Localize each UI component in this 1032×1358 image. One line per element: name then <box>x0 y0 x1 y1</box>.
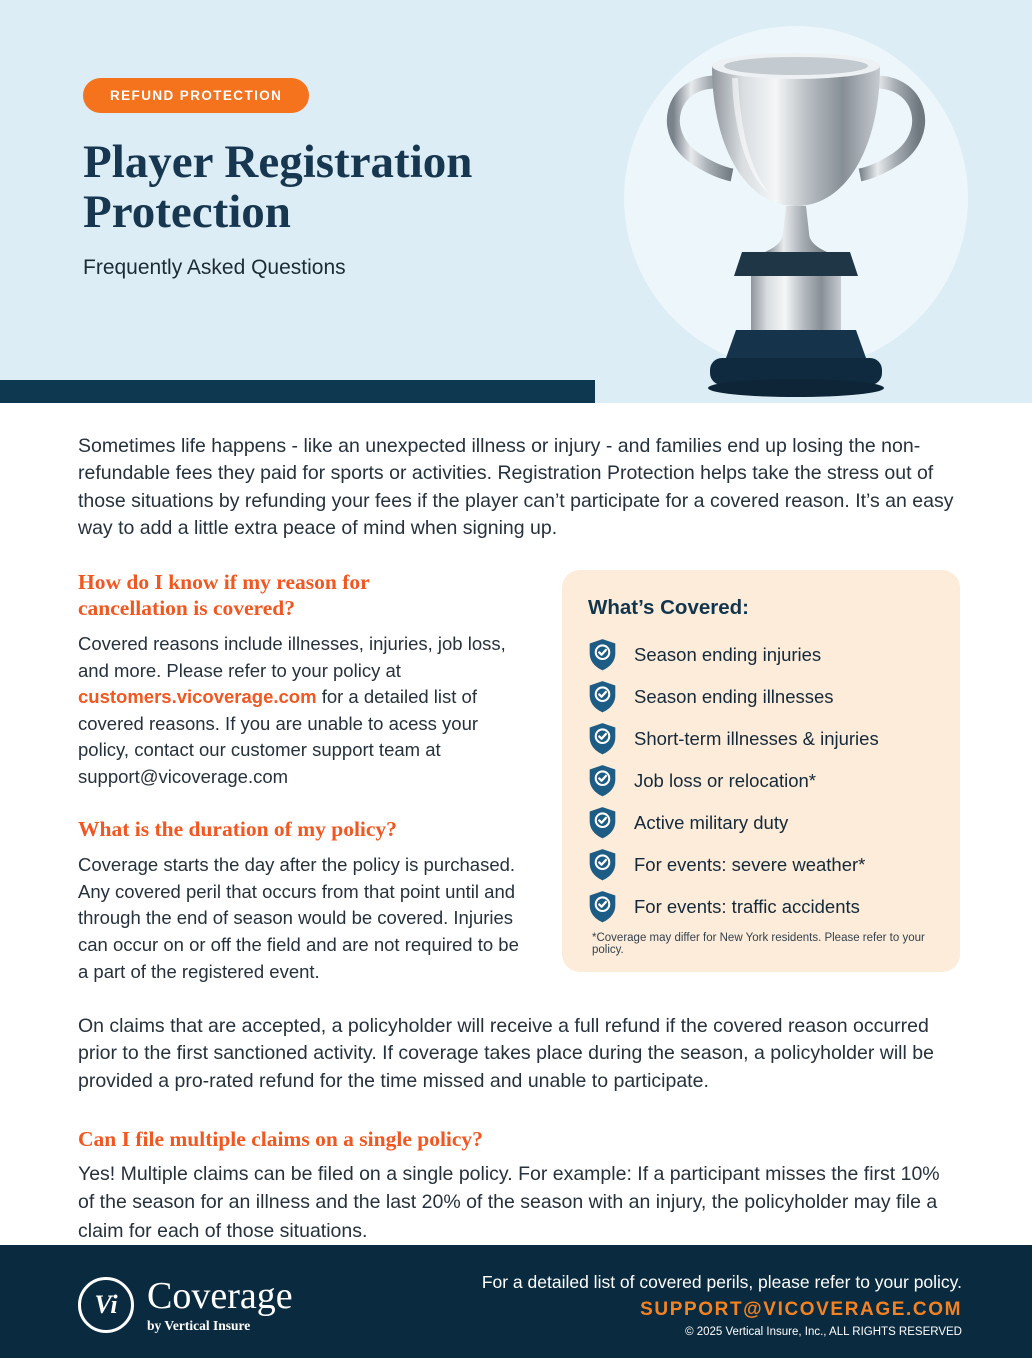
faq1-answer <box>78 631 530 791</box>
covered-item-label: Season ending illnesses <box>634 685 834 707</box>
page-title-line1: Player Registration <box>83 136 473 188</box>
whats-covered-title: What’s Covered: <box>588 596 749 620</box>
whats-covered-panel <box>562 570 960 972</box>
faq1-question: How do I know if my reason for cancellation is covered? <box>78 570 370 620</box>
faq3-section <box>78 1127 960 1245</box>
shield-check-icon <box>588 722 617 755</box>
shield-check-icon <box>588 848 617 881</box>
shield-check-icon <box>588 890 617 923</box>
shield-check-icon <box>588 764 617 797</box>
refund-protection-badge: REFUND PROTECTION <box>83 78 309 113</box>
customers-portal-link[interactable]: customers.vicoverage.com <box>78 686 317 708</box>
footer-copyright: © 2025 Vertical Insure, Inc., ALL RIGHTS RESERVED <box>685 1326 962 1339</box>
covered-item-label: Season ending injuries <box>634 643 822 665</box>
footer-policy-note: For a detailed list of covered perils, please refer to your policy. <box>481 1272 962 1293</box>
page-subtitle: Frequently Asked Questions <box>83 255 346 279</box>
covered-item-label: For events: severe weather* <box>634 853 866 875</box>
covered-item <box>588 806 932 839</box>
faq1-answer-post: for a detailed list of covered reasons. If you are unable to acess your policy, contact our customer support team at support@vicoverage.com <box>78 686 479 788</box>
faq3-answer: Yes! Multiple claims can be filed on a single policy. For example: If a participant misses the first 10% of the season for an illness and the last 20% of the season with an injury, the policyholder may file a claim for each of those situations. <box>78 1163 940 1242</box>
support-email-link[interactable]: SUPPORT@VICOVERAGE.COM <box>640 1299 962 1321</box>
shield-check-icon <box>588 638 617 671</box>
logo-name: Coverage <box>147 1274 293 1317</box>
faq2-answer: Coverage starts the day after the policy is purchased. Any covered peril that occurs from that point until and through the end of season would be covered. Injuries can occur on or off the field and are not required to be a part of the registered event. <box>78 854 519 982</box>
footer <box>0 1245 1032 1358</box>
covered-item-label: Active military duty <box>634 811 789 833</box>
faq3-question: Can I file multiple claims on a single policy? <box>78 1127 483 1152</box>
faq2-question: What is the duration of my policy? <box>78 816 397 841</box>
covered-item-label: Job loss or relocation* <box>634 769 817 791</box>
covered-item <box>588 680 932 713</box>
page-title-line2: Protection <box>83 186 291 239</box>
faq-column <box>78 570 530 985</box>
vi-coverage-logo <box>78 1274 293 1334</box>
covered-item <box>588 764 932 797</box>
shield-check-icon <box>588 806 617 839</box>
covered-item-label: For events: traffic accidents <box>634 895 860 917</box>
header <box>0 0 1032 403</box>
covered-item <box>588 722 932 755</box>
covered-item <box>588 890 932 923</box>
page-title <box>83 137 1032 238</box>
claims-paragraph: On claims that are accepted, a policyholder will receive a full refund if the covered reason occurred prior to the first sanctioned activity. If coverage takes place during the season, a policyholder will be provided a pro-rated refund for the time missed and unable to participate. <box>78 1015 934 1092</box>
main-content <box>0 403 1032 1245</box>
covered-item <box>588 848 932 881</box>
header-divider-bar <box>0 380 595 403</box>
vi-logo-mark: Vi <box>78 1277 134 1333</box>
logo-tagline: by Vertical Insure <box>147 1317 251 1333</box>
covered-item-label: Short-term illnesses & injuries <box>634 727 879 749</box>
shield-check-icon <box>588 680 617 713</box>
intro-paragraph: Sometimes life happens - like an unexpected illness or injury - and families end up losing the non-refundable fees they paid for sports or activities. Registration Protection helps take the stress out of those situations by refunding your fees if the player can’t participate for a covered reason. It’s an easy way to add a little extra peace of mind when signing up. <box>78 435 954 539</box>
faq1-answer-pre: Covered reasons include illnesses, injuries, job loss, and more. Please refer to your policy at <box>78 632 506 681</box>
covered-item <box>588 638 932 671</box>
covered-footnote: *Coverage may differ for New York residents. Please refer to your policy. <box>592 932 925 957</box>
